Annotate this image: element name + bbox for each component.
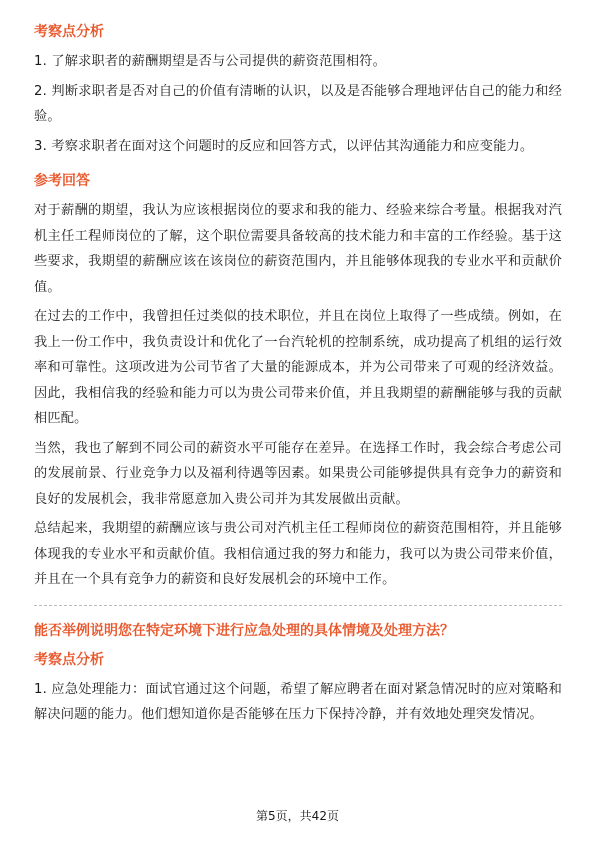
section-heading-reference-answer: 参考回答 <box>34 173 90 189</box>
analysis-item-3: 3. 考察求职者在面对这个问题时的反应和回答方式，以评估其沟通能力和应变能力。 <box>34 138 534 154</box>
spacer <box>34 163 562 171</box>
answer-paragraph-3: 当然，我也了解到不同公司的薪资水平可能存在差异。在选择工作时，我会综合考虑公司的发展前景、行业竞争力以及福利待遇等因素。如果贵公司能够提供具有竞争力的薪资和良好的发展机会，我非常愿意加入贵公司并为其发展做出贡献。 <box>34 440 562 507</box>
answer-paragraph-4: 总结起来，我期望的薪酬应该与贵公司对汽机主任工程师岗位的薪资范围相符，并且能够体现我的专业水平和贡献价值。我相信通过我的努力和能力，我可以为贵公司带来价值，并且在一个具有竞争力的薪资和良好发展机会的环境中工作。 <box>34 521 562 587</box>
section-heading-analysis-2: 考察点分析 <box>34 651 104 668</box>
document-page <box>34 22 562 732</box>
page-number-footer: 第5页，共42页 <box>256 809 339 823</box>
analysis-item-2: 2. 判断求职者是否对自己的价值有清晰的认识，以及是否能够合理地评估自己的能力和经验。 <box>34 83 562 124</box>
analysis2-item-1: 1. 应急处理能力：面试官通过这个问题，希望了解应聘者在面对紧急情况时的应对策略和解决问题的能力。他们想知道你是否能够在压力下保持冷静，并有效地处理突发情况。 <box>34 681 562 722</box>
analysis-item-1: 1. 了解求职者的薪酬期望是否与公司提供的薪资范围相符。 <box>34 54 387 69</box>
answer-paragraph-1: 对于薪酬的期望，我认为应该根据岗位的要求和我的能力、经验来综合考量。根据我对汽机主任工程师岗位的了解，这个职位需要具备较高的技术能力和丰富的工作经验。基于这些要求，我期望的薪酬应该在该岗位的薪资范围内，并且能够体现我的专业水平和贡献价值。 <box>34 203 562 295</box>
section-heading-analysis: 考察点分析 <box>34 24 104 40</box>
answer-paragraph-2: 在过去的工作中，我曾担任过类似的技术职位，并且在岗位上取得了一些成绩。例如，在我上一份工作中，我负责设计和优化了一台汽轮机的控制系统，成功提高了机组的运行效率和可靠性。这项改进为公司节省了大量的能源成本，并为公司带来了可观的经济效益。因此，我相信我的经验和能力可以为贵公司带来价值，并且我期望的薪酬能够与我的贡献相匹配。 <box>34 309 562 426</box>
question-title: 能否举例说明您在特定环境下进行应急处理的具体情境及处理方法？ <box>34 622 454 639</box>
question-divider <box>34 605 562 606</box>
